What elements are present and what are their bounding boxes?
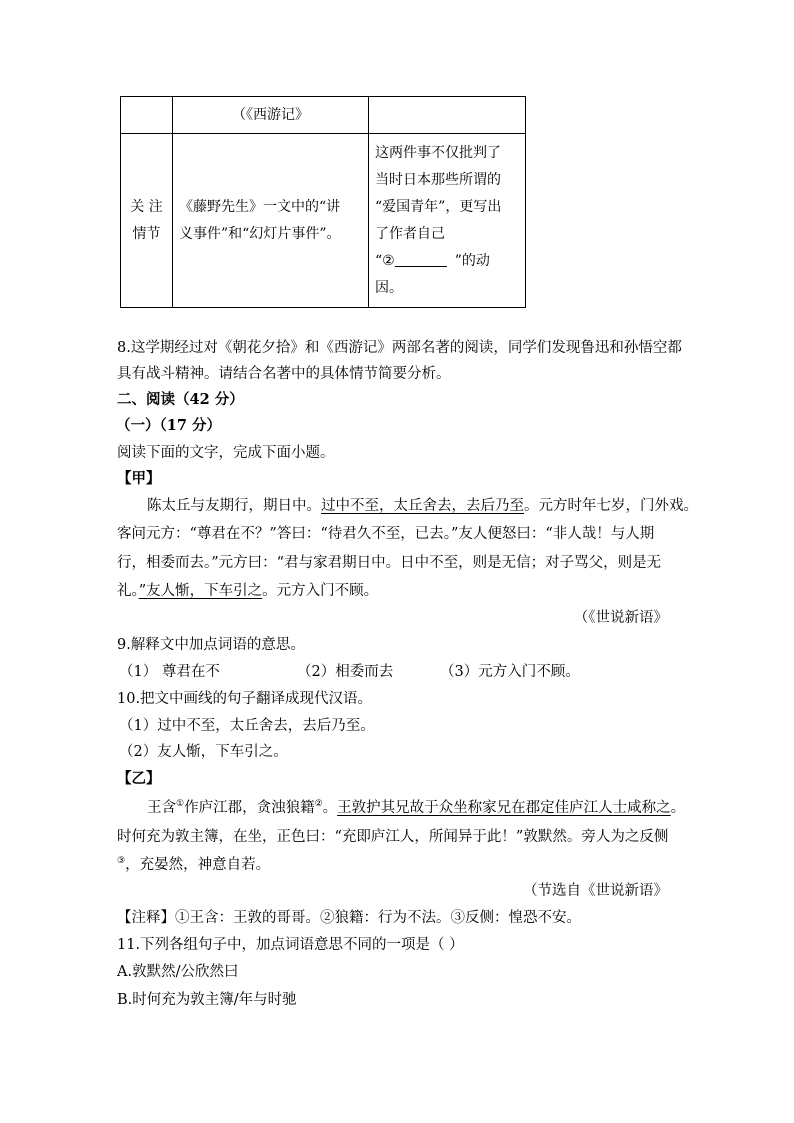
table-cell — [121, 97, 173, 134]
table-text: ”的动 — [454, 252, 490, 269]
table-cell — [173, 134, 369, 308]
table-text: 这两件事不仅批判了 — [375, 144, 501, 161]
jia-para-line: 行，相委而去。”元方曰：“君与家君期日中。日中不至，则是无信；对子骂父，则是无 — [117, 555, 662, 571]
section-subtitle: （一）（17 分） — [116, 417, 221, 434]
table-text: 义事件”和“幻灯片事件”。 — [179, 225, 341, 242]
yi-para-line — [117, 855, 270, 875]
q11-option-b: B.时何充为敦主簿/年与时驰 — [117, 992, 297, 1008]
table-cell — [369, 134, 526, 308]
q8-line1: 8.这学期经过对《朝花夕拾》和《西游记》两部名著的阅读，同学们发现鲁迅和孙悟空都 — [117, 340, 682, 356]
notes: 【注释】①王含：王敦的哥哥。②狼籍：行为不法。③反侧：惶恐不安。 — [117, 910, 581, 926]
underlined-sentence: 王敦护其兄故于众坐称家兄在郡定佳庐江人士咸称之 — [337, 800, 671, 816]
table-text: “② — [375, 252, 395, 269]
table-text: “爱国青年”，更写出 — [375, 198, 502, 215]
q10-item: （1）过中不至，太丘舍去，去后乃至。 — [119, 718, 375, 734]
q11-title: 11.下列各组句子中，加点词语意思不同的一项是（ ） — [117, 937, 464, 953]
jia-para-line — [147, 496, 698, 516]
footnote-marker: ② — [314, 799, 323, 809]
table-text: 情节 — [132, 225, 161, 242]
table-cell — [121, 134, 173, 308]
yi-para-line — [147, 798, 685, 818]
yi-source: （节选自《世说新语》 — [523, 883, 668, 899]
q9-item: （2）相委而去 — [297, 664, 394, 680]
q10-title: 10.把文中画线的句子翻译成现代汉语。 — [117, 691, 373, 707]
q10-item: （2）友人惭，下车引之。 — [119, 744, 288, 760]
q8-line2: 具有战斗精神。请结合名著中的具体情节简要分析。 — [117, 366, 451, 382]
footnote-marker: ① — [176, 799, 185, 809]
jia-label: 【甲】 — [117, 470, 161, 487]
table-text: 当时日本那些所谓的 — [375, 171, 501, 188]
table-text: 关 注 — [130, 198, 163, 215]
section-instruction: 阅读下面的文字，完成下面小题。 — [117, 445, 335, 461]
table-text: 因。 — [375, 279, 403, 296]
yi-para-line: 时何充为敦主簿，在坐，正色曰：“充即庐江人，所闻异于此！”敦默然。旁人为之反侧 — [117, 829, 669, 845]
jia-text: 。元方入门不顾。 — [262, 583, 379, 599]
answer-blank — [395, 252, 447, 267]
q9-item: （3）元方入门不顾。 — [440, 664, 580, 680]
yi-text: 。 — [670, 800, 686, 816]
yi-text: ，充晏然，神意自若。 — [125, 857, 271, 873]
footnote-marker: ③ — [117, 856, 126, 866]
table-cell — [173, 97, 369, 134]
q9-item: （1） 尊君在不 — [119, 664, 220, 680]
q11-option-a: A.敦默然/公欣然曰 — [117, 964, 239, 980]
jia-para-line: 客问元方：“尊君在不？”答曰：“待君久不至，已去。”友人便怒曰：“非人哉！与人期 — [117, 526, 655, 542]
yi-label: 【乙】 — [117, 770, 161, 787]
jia-text: 陈太丘与友期行，期日中。 — [147, 498, 321, 514]
jia-source: （《世说新语》 — [573, 610, 668, 626]
table-text: 《藤野先生》一文中的“讲 — [179, 198, 341, 215]
table-cell — [369, 97, 526, 134]
yi-text: 王含 — [147, 800, 176, 816]
jia-text: 。元方时年七岁，门外戏。 — [524, 498, 698, 514]
table-text: 了作者自己 — [375, 225, 445, 242]
info-table — [120, 96, 526, 308]
underlined-sentence: 过中不至，太丘舍去，去后乃至 — [321, 498, 524, 514]
table-text-line — [375, 248, 519, 275]
q9-title: 9.解释文中加点词语的意思。 — [117, 637, 305, 653]
yi-text: 作庐江郡，贪浊狼籍 — [184, 800, 315, 816]
table-text: （《西游记》 — [232, 106, 309, 123]
section-title: 二、阅读（42 分） — [117, 391, 244, 408]
yi-text: 。 — [322, 800, 338, 816]
underlined-sentence: ”友人惭，下车引之 — [138, 583, 263, 599]
jia-para-line — [117, 581, 378, 601]
jia-text: 礼。 — [117, 583, 139, 599]
